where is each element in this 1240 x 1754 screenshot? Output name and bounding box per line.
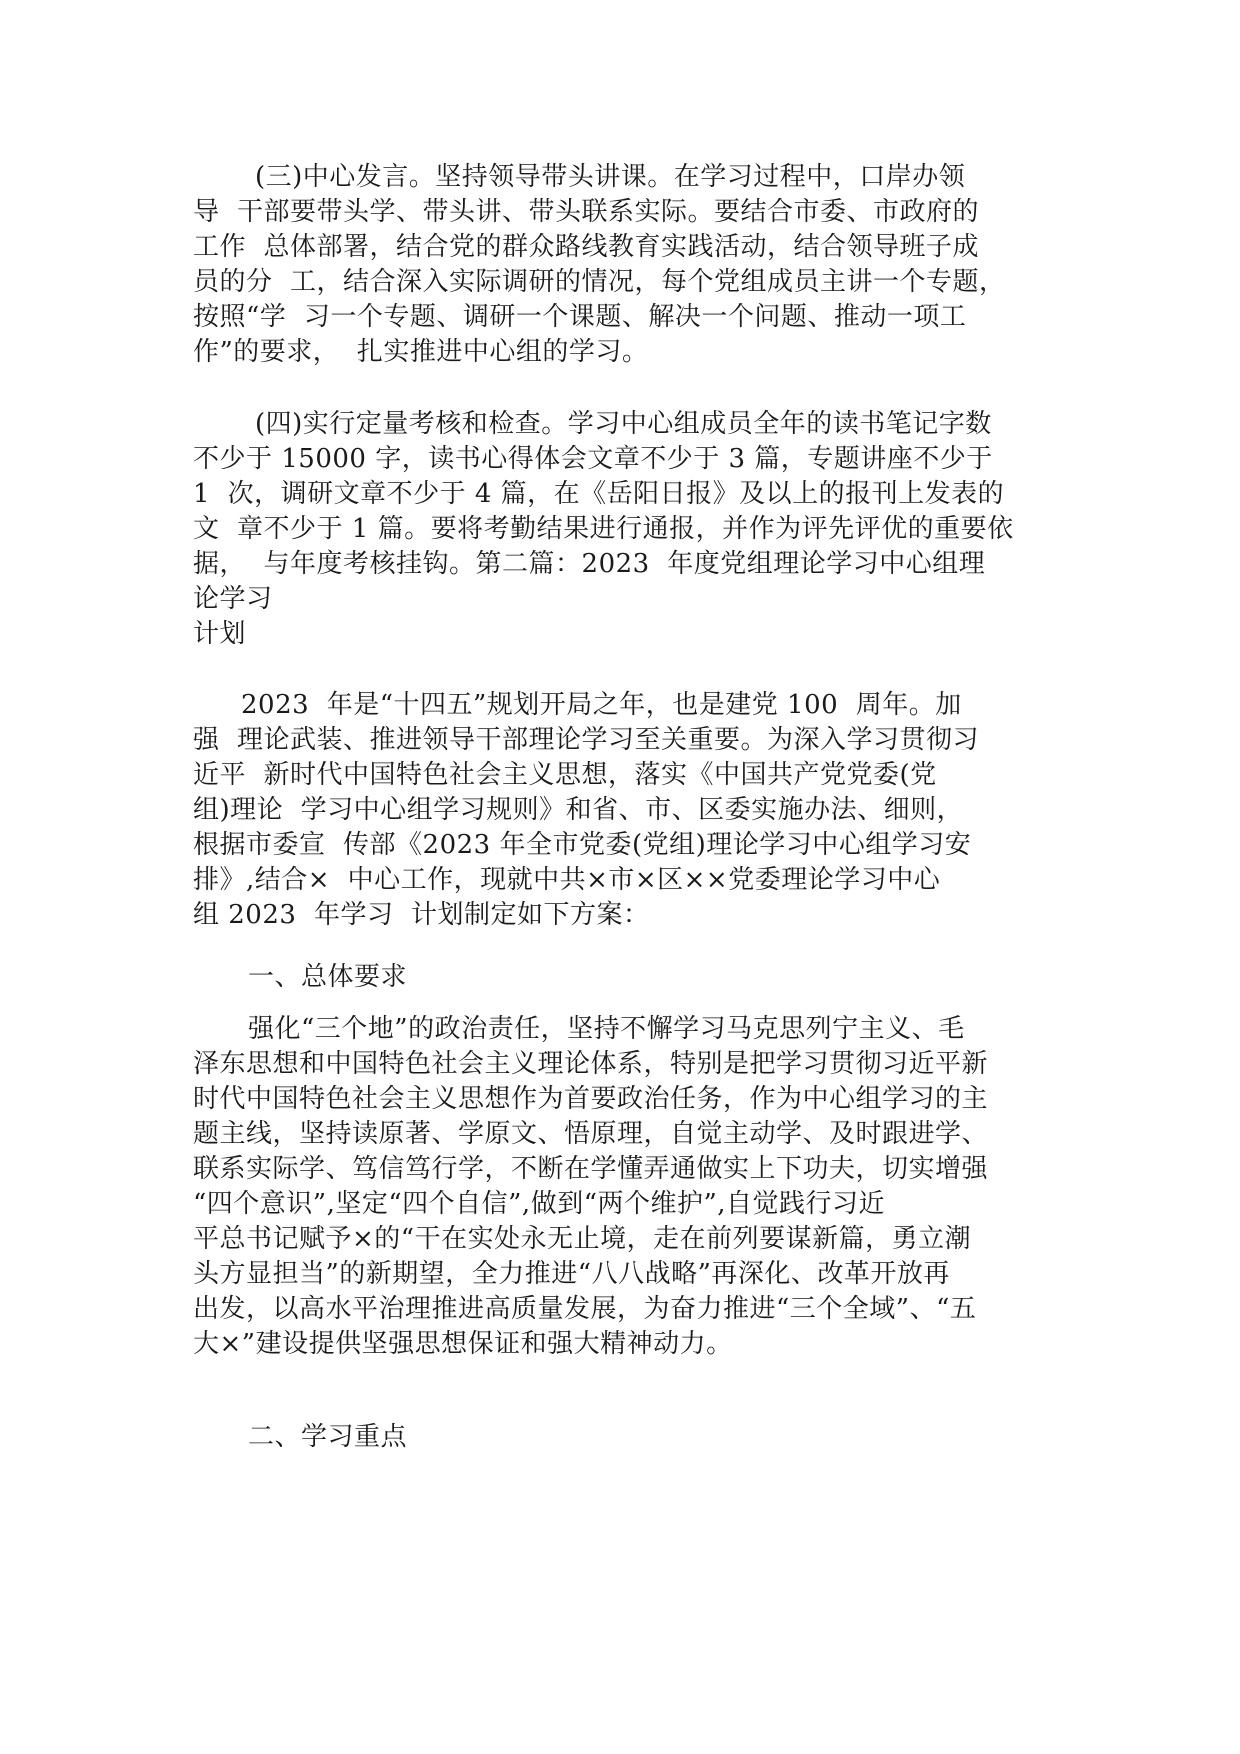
text-line: 2023 年是“十四五”规划开局之年，也是建党 100 周年。加 bbox=[241, 690, 962, 720]
section-heading-text: 二、学习重点 bbox=[248, 1422, 408, 1452]
text-line: 出发，以高水平治理推进高质量发展，为奋力推进“三个全域”、“五 bbox=[193, 1294, 977, 1324]
text-line: 头方显担当”的新期望，全力推进“八八战略”再深化、改革开放再 bbox=[193, 1259, 950, 1289]
text-line: 1 次，调研文章不少于 4 篇，在《岳阳日报》及以上的报刊上发表的 bbox=[193, 479, 1005, 509]
text-line: 泽东思想和中国特色社会主义理论体系，特别是把学习贯彻习近平新 bbox=[193, 1049, 989, 1079]
text-line: 强 理论武装、推进领导干部理论学习至关重要。为深入学习贯彻习 bbox=[193, 725, 980, 755]
text-line: 平总书记赋予×的“干在实处永无止境，走在前列要谋新篇，勇立潮 bbox=[193, 1224, 972, 1254]
text-line: 近平 新时代中国特色社会主义思想，落实《中国共产党党委(党 bbox=[193, 760, 937, 790]
text-line: 题主线，坚持读原著、学原文、悟原理，自觉主动学、及时跟进学、 bbox=[193, 1119, 989, 1149]
text-line: 根据市委宣 传部《2023 年全市党委(党组)理论学习中心组学习安 bbox=[193, 830, 972, 860]
text-line: 导 干部要带头学、带头讲、带头联系实际。要结合市委、市政府的 bbox=[193, 197, 980, 227]
text-line: 组 2023 年学习 计划制定如下方案： bbox=[193, 900, 650, 930]
text-line: 员的分 工，结合深入实际调研的情况，每个党组成员主讲一个专题， bbox=[193, 267, 1006, 297]
text-line: 大×”建设提供坚强思想保证和强大精神动力。 bbox=[193, 1329, 733, 1359]
text-line: 论学习 bbox=[193, 584, 273, 614]
text-line: (四)实行定量考核和检查。学习中心组成员全年的读书笔记字数 bbox=[255, 409, 992, 439]
paragraph-overall-requirements bbox=[193, 1012, 1093, 1362]
paragraph-assessment bbox=[193, 407, 1093, 652]
text-line: 计划 bbox=[193, 619, 247, 649]
section-heading-text: 一、总体要求 bbox=[248, 962, 408, 992]
text-line: “四个意识”,坚定“四个自信”,做到“两个维护”,自觉践行习近 bbox=[193, 1189, 886, 1219]
text-line: 据， 与年度考核挂钩。第二篇：2023 年度党组理论学习中心组理 bbox=[193, 549, 986, 579]
section-heading bbox=[193, 960, 1093, 995]
text-line: 工作 总体部署，结合党的群众路线教育实践活动，结合领导班子成 bbox=[193, 232, 980, 262]
text-line: 联系实际学、笃信笃行学，不断在学懂弄通做实上下功夫，切实增强 bbox=[193, 1154, 989, 1184]
text-line: 排》,结合× 中心工作，现就中共×市×区××党委理论学习中心 bbox=[193, 865, 941, 895]
text-line: 时代中国特色社会主义思想作为首要政治任务，作为中心组学习的主 bbox=[193, 1084, 989, 1114]
paragraph-intro-2023 bbox=[193, 688, 1093, 933]
text-line: 按照“学 习一个专题、调研一个课题、解决一个问题、推动一项工 bbox=[193, 302, 967, 332]
text-line: 作”的要求， 扎实推进中心组的学习。 bbox=[193, 337, 649, 367]
text-line: 不少于 15000 字，读书心得体会文章不少于 3 篇，专题讲座不少于 bbox=[193, 444, 993, 474]
text-line: 组)理论 学习中心组学习规则》和省、市、区委实施办法、细则， bbox=[193, 795, 964, 825]
text-line: 强化“三个地”的政治责任，坚持不懈学习马克思列宁主义、毛 bbox=[248, 1014, 965, 1044]
section-heading bbox=[193, 1420, 1093, 1455]
text-line: 文 章不少于 1 篇。要将考勤结果进行通报，并作为评先评优的重要依 bbox=[193, 514, 1014, 544]
paragraph-central-speech bbox=[193, 160, 1093, 370]
text-line: (三)中心发言。坚持领导带头讲课。在学习过程中，口岸办领 bbox=[255, 162, 966, 192]
